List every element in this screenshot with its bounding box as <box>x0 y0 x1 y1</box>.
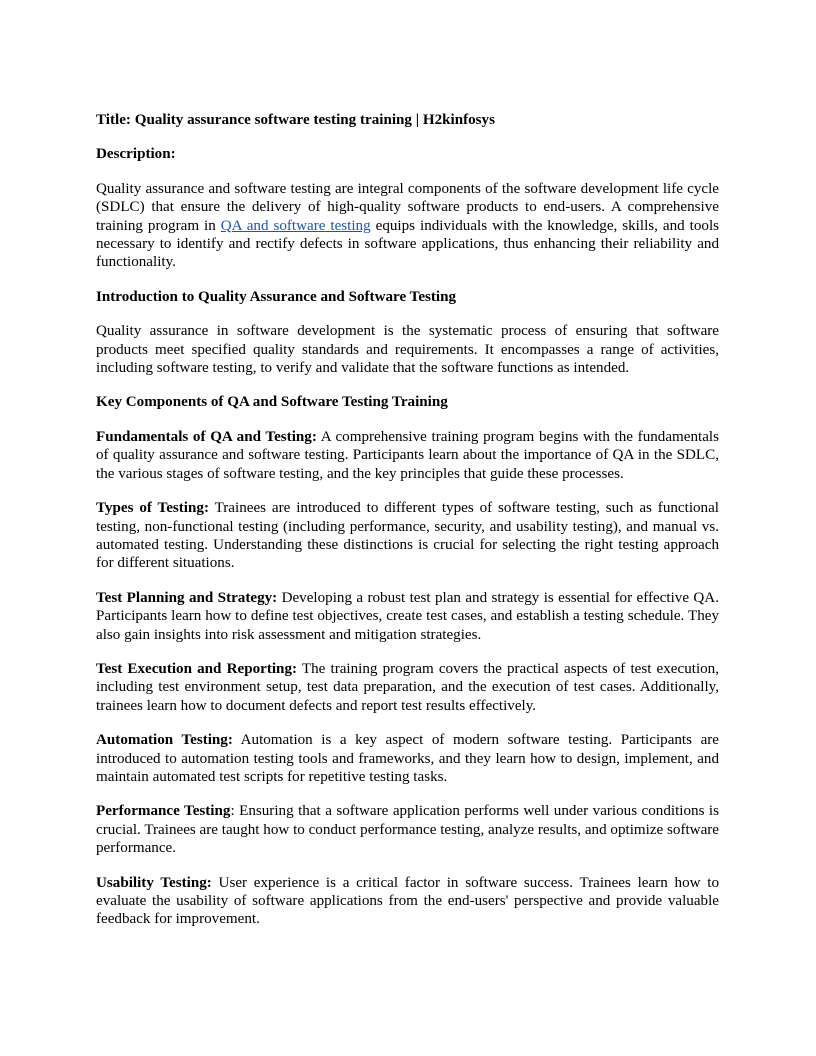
component-term: Types of Testing: <box>96 500 209 517</box>
description-heading: Description: <box>96 146 176 163</box>
intro-paragraph <box>96 180 719 272</box>
section-heading-key-components: Key Components of QA and Software Testing Training <box>96 394 448 411</box>
component-term: Test Planning and Strategy: <box>96 589 278 606</box>
component-term: Automation Testing: <box>96 732 233 749</box>
component-test-planning <box>96 589 719 644</box>
intro-text-before-link: Quality assurance and software testing are integral components of the software development life cycle (SDLC) that ensure the delivery of high-quality software products to end-users. A comprehensive training program in <box>96 180 719 234</box>
component-test-execution <box>96 660 719 715</box>
document-page <box>96 111 719 945</box>
component-text: Automation is a key aspect of modern software testing. Participants are introduced to automation testing tools and frameworks, and they learn how to design, implement, and maintain automated test scripts for repetitive testing tasks. <box>96 732 719 785</box>
component-performance-testing <box>96 802 719 857</box>
component-text: User experience is a critical factor in software success. Trainees learn how to evaluate the usability of software applications from the end-users' perspective and provide valuable feedback for improvement. <box>96 874 720 928</box>
introduction-paragraph: Quality assurance in software development is the systematic process of ensuring that software products meet specified quality standards and requirements. It encompasses a range of activities, including software testing, to verify and validate that the software functions as intended. <box>96 323 719 377</box>
component-usability-testing <box>96 874 719 929</box>
qa-software-testing-link[interactable]: QA and software testing <box>220 217 371 234</box>
component-text: Trainees are introduced to different types of software testing, such as functional testing, non-functional testing (including performance, security, and usability testing), and manual vs. automated testing. Understanding these distinctions is crucial for selecting the right testing approach for different situations. <box>96 500 719 572</box>
component-text: The training program covers the practical aspects of test execution, including test environment setup, test data preparation, and the execution of test cases. Additionally, trainees learn how to document defects and report test results effectively. <box>96 660 720 714</box>
component-text: Developing a robust test plan and strategy is essential for effective QA. Participants learn how to define test objectives, create test cases, and establish a testing schedule. They also gain insights into risk assessment and mitigation strategies. <box>96 589 719 643</box>
section-heading-introduction: Introduction to Quality Assurance and Software Testing <box>96 288 457 305</box>
component-fundamentals <box>96 428 719 483</box>
component-text: : Ensuring that a software application performs well under various conditions is crucial. Trainees are taught how to conduct performance testing, analyze results, and optimize software performance. <box>96 803 719 857</box>
component-term: Test Execution and Reporting: <box>96 660 298 677</box>
component-term: Performance Testing <box>96 803 231 820</box>
component-term: Usability Testing: <box>96 874 212 891</box>
component-term: Fundamentals of QA and Testing: <box>96 428 317 445</box>
component-text: A comprehensive training program begins with the fundamentals of quality assurance and software testing. Participants learn about the importance of QA in the SDLC, the various stages of software testing, and the key principles that guide these processes. <box>96 428 719 482</box>
document-title: Title: Quality assurance software testing training | H2kinfosys <box>96 112 495 128</box>
component-types-of-testing <box>96 499 719 573</box>
component-automation-testing <box>96 731 719 786</box>
intro-text-after-link: equips individuals with the knowledge, skills, and tools necessary to identify and rectify defects in software applications, thus enhancing their reliability and functionality. <box>96 217 720 271</box>
